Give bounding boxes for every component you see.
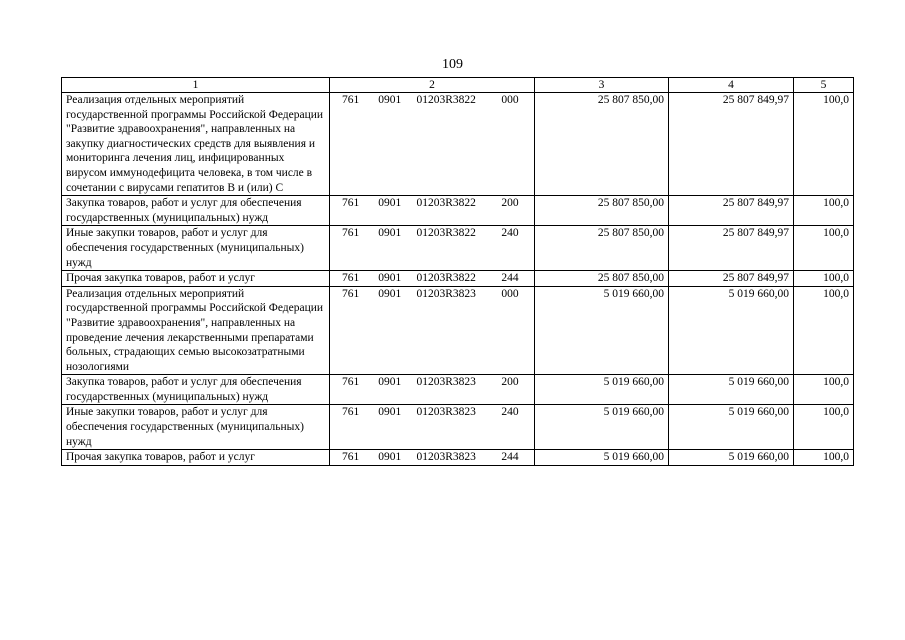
row-codes (330, 405, 535, 450)
expense-kind-code: 200 (501, 376, 519, 389)
planned-amount: 5 019 660,00 (535, 286, 669, 375)
table-row (62, 405, 854, 450)
executed-amount: 25 807 849,97 (669, 93, 794, 196)
budget-table (61, 77, 854, 466)
executed-amount: 5 019 660,00 (669, 286, 794, 375)
row-codes (330, 450, 535, 466)
row-name: Иные закупки товаров, работ и услуг для обеспечения государственных (муниципальных) нужд (62, 226, 330, 271)
expense-kind-code: 240 (501, 406, 519, 419)
section-code: 0901 (378, 376, 402, 389)
section-code: 0901 (378, 94, 402, 106)
table-row (62, 196, 854, 226)
article-code: 01203R3823 (416, 406, 476, 419)
table-row (62, 286, 854, 375)
planned-amount: 5 019 660,00 (535, 405, 669, 450)
row-codes (330, 93, 535, 196)
table-row (62, 93, 854, 196)
section-code: 0901 (378, 406, 402, 419)
article-code: 01203R3822 (416, 197, 476, 210)
row-codes (330, 375, 535, 405)
row-name: Прочая закупка товаров, работ и услуг (62, 450, 330, 466)
section-code: 0901 (378, 272, 402, 285)
header-cell: 3 (535, 78, 669, 93)
article-code: 01203R3822 (416, 272, 476, 285)
planned-amount: 25 807 850,00 (535, 196, 669, 226)
row-name: Иные закупки товаров, работ и услуг для обеспечения государственных (муниципальных) нужд (62, 405, 330, 450)
section-code: 0901 (378, 287, 402, 300)
expense-kind-code: 240 (501, 227, 519, 240)
executed-amount: 25 807 849,97 (669, 271, 794, 287)
executed-amount: 25 807 849,97 (669, 196, 794, 226)
admin-code: 761 (342, 197, 360, 210)
expense-kind-code: 000 (501, 287, 519, 300)
admin-code: 761 (342, 272, 360, 285)
section-code: 0901 (378, 227, 402, 240)
execution-percent: 100,0 (794, 286, 854, 375)
row-name: Прочая закупка товаров, работ и услуг (62, 271, 330, 287)
execution-percent: 100,0 (794, 93, 854, 196)
executed-amount: 5 019 660,00 (669, 375, 794, 405)
row-codes (330, 271, 535, 287)
table-row (62, 226, 854, 271)
row-codes (330, 226, 535, 271)
section-code: 0901 (378, 451, 402, 464)
admin-code: 761 (342, 406, 360, 419)
execution-percent: 100,0 (794, 450, 854, 466)
admin-code: 761 (342, 376, 360, 389)
execution-percent: 100,0 (794, 375, 854, 405)
header-cell: 5 (794, 78, 854, 93)
article-code: 01203R3823 (416, 287, 476, 300)
executed-amount: 25 807 849,97 (669, 226, 794, 271)
page-number: 109 (442, 57, 463, 72)
row-name: Закупка товаров, работ и услуг для обеспечения государственных (муниципальных) нужд (62, 375, 330, 405)
planned-amount: 5 019 660,00 (535, 450, 669, 466)
executed-amount: 5 019 660,00 (669, 405, 794, 450)
row-codes (330, 196, 535, 226)
header-row (62, 78, 854, 93)
header-cell: 1 (62, 78, 330, 93)
table-row (62, 375, 854, 405)
article-code: 01203R3822 (416, 94, 476, 106)
row-codes (330, 286, 535, 375)
admin-code: 761 (342, 94, 360, 106)
row-name: Реализация отдельных мероприятий государственной программы Российской Федерации "Развитие здравоохранения", направленных на закупку диагностических средств для выявления и мониторинга лечения лиц, инфицированных вирусом иммунодефицита человека, в том числе в сочетании с вирусами гепатитов В и (или) С (62, 93, 330, 196)
admin-code: 761 (342, 227, 360, 240)
header-cell: 4 (669, 78, 794, 93)
expense-kind-code: 244 (501, 272, 519, 285)
expense-kind-code: 000 (501, 94, 519, 106)
admin-code: 761 (342, 287, 360, 300)
row-name: Закупка товаров, работ и услуг для обеспечения государственных (муниципальных) нужд (62, 196, 330, 226)
planned-amount: 25 807 850,00 (535, 271, 669, 287)
section-code: 0901 (378, 197, 402, 210)
execution-percent: 100,0 (794, 271, 854, 287)
article-code: 01203R3823 (416, 376, 476, 389)
admin-code: 761 (342, 451, 360, 464)
expense-kind-code: 244 (501, 451, 519, 464)
header-cell: 2 (330, 78, 535, 93)
table-row (62, 450, 854, 466)
table-row (62, 271, 854, 287)
execution-percent: 100,0 (794, 405, 854, 450)
planned-amount: 25 807 850,00 (535, 93, 669, 196)
planned-amount: 25 807 850,00 (535, 226, 669, 271)
planned-amount: 5 019 660,00 (535, 375, 669, 405)
article-code: 01203R3822 (416, 227, 476, 240)
expense-kind-code: 200 (501, 197, 519, 210)
row-name: Реализация отдельных мероприятий государственной программы Российской Федерации "Развитие здравоохранения", направленных на проведение лечения лекарственными препаратами больных, страдающих семью высокозатратными нозологиями (62, 286, 330, 375)
execution-percent: 100,0 (794, 196, 854, 226)
article-code: 01203R3823 (416, 451, 476, 464)
executed-amount: 5 019 660,00 (669, 450, 794, 466)
execution-percent: 100,0 (794, 226, 854, 271)
